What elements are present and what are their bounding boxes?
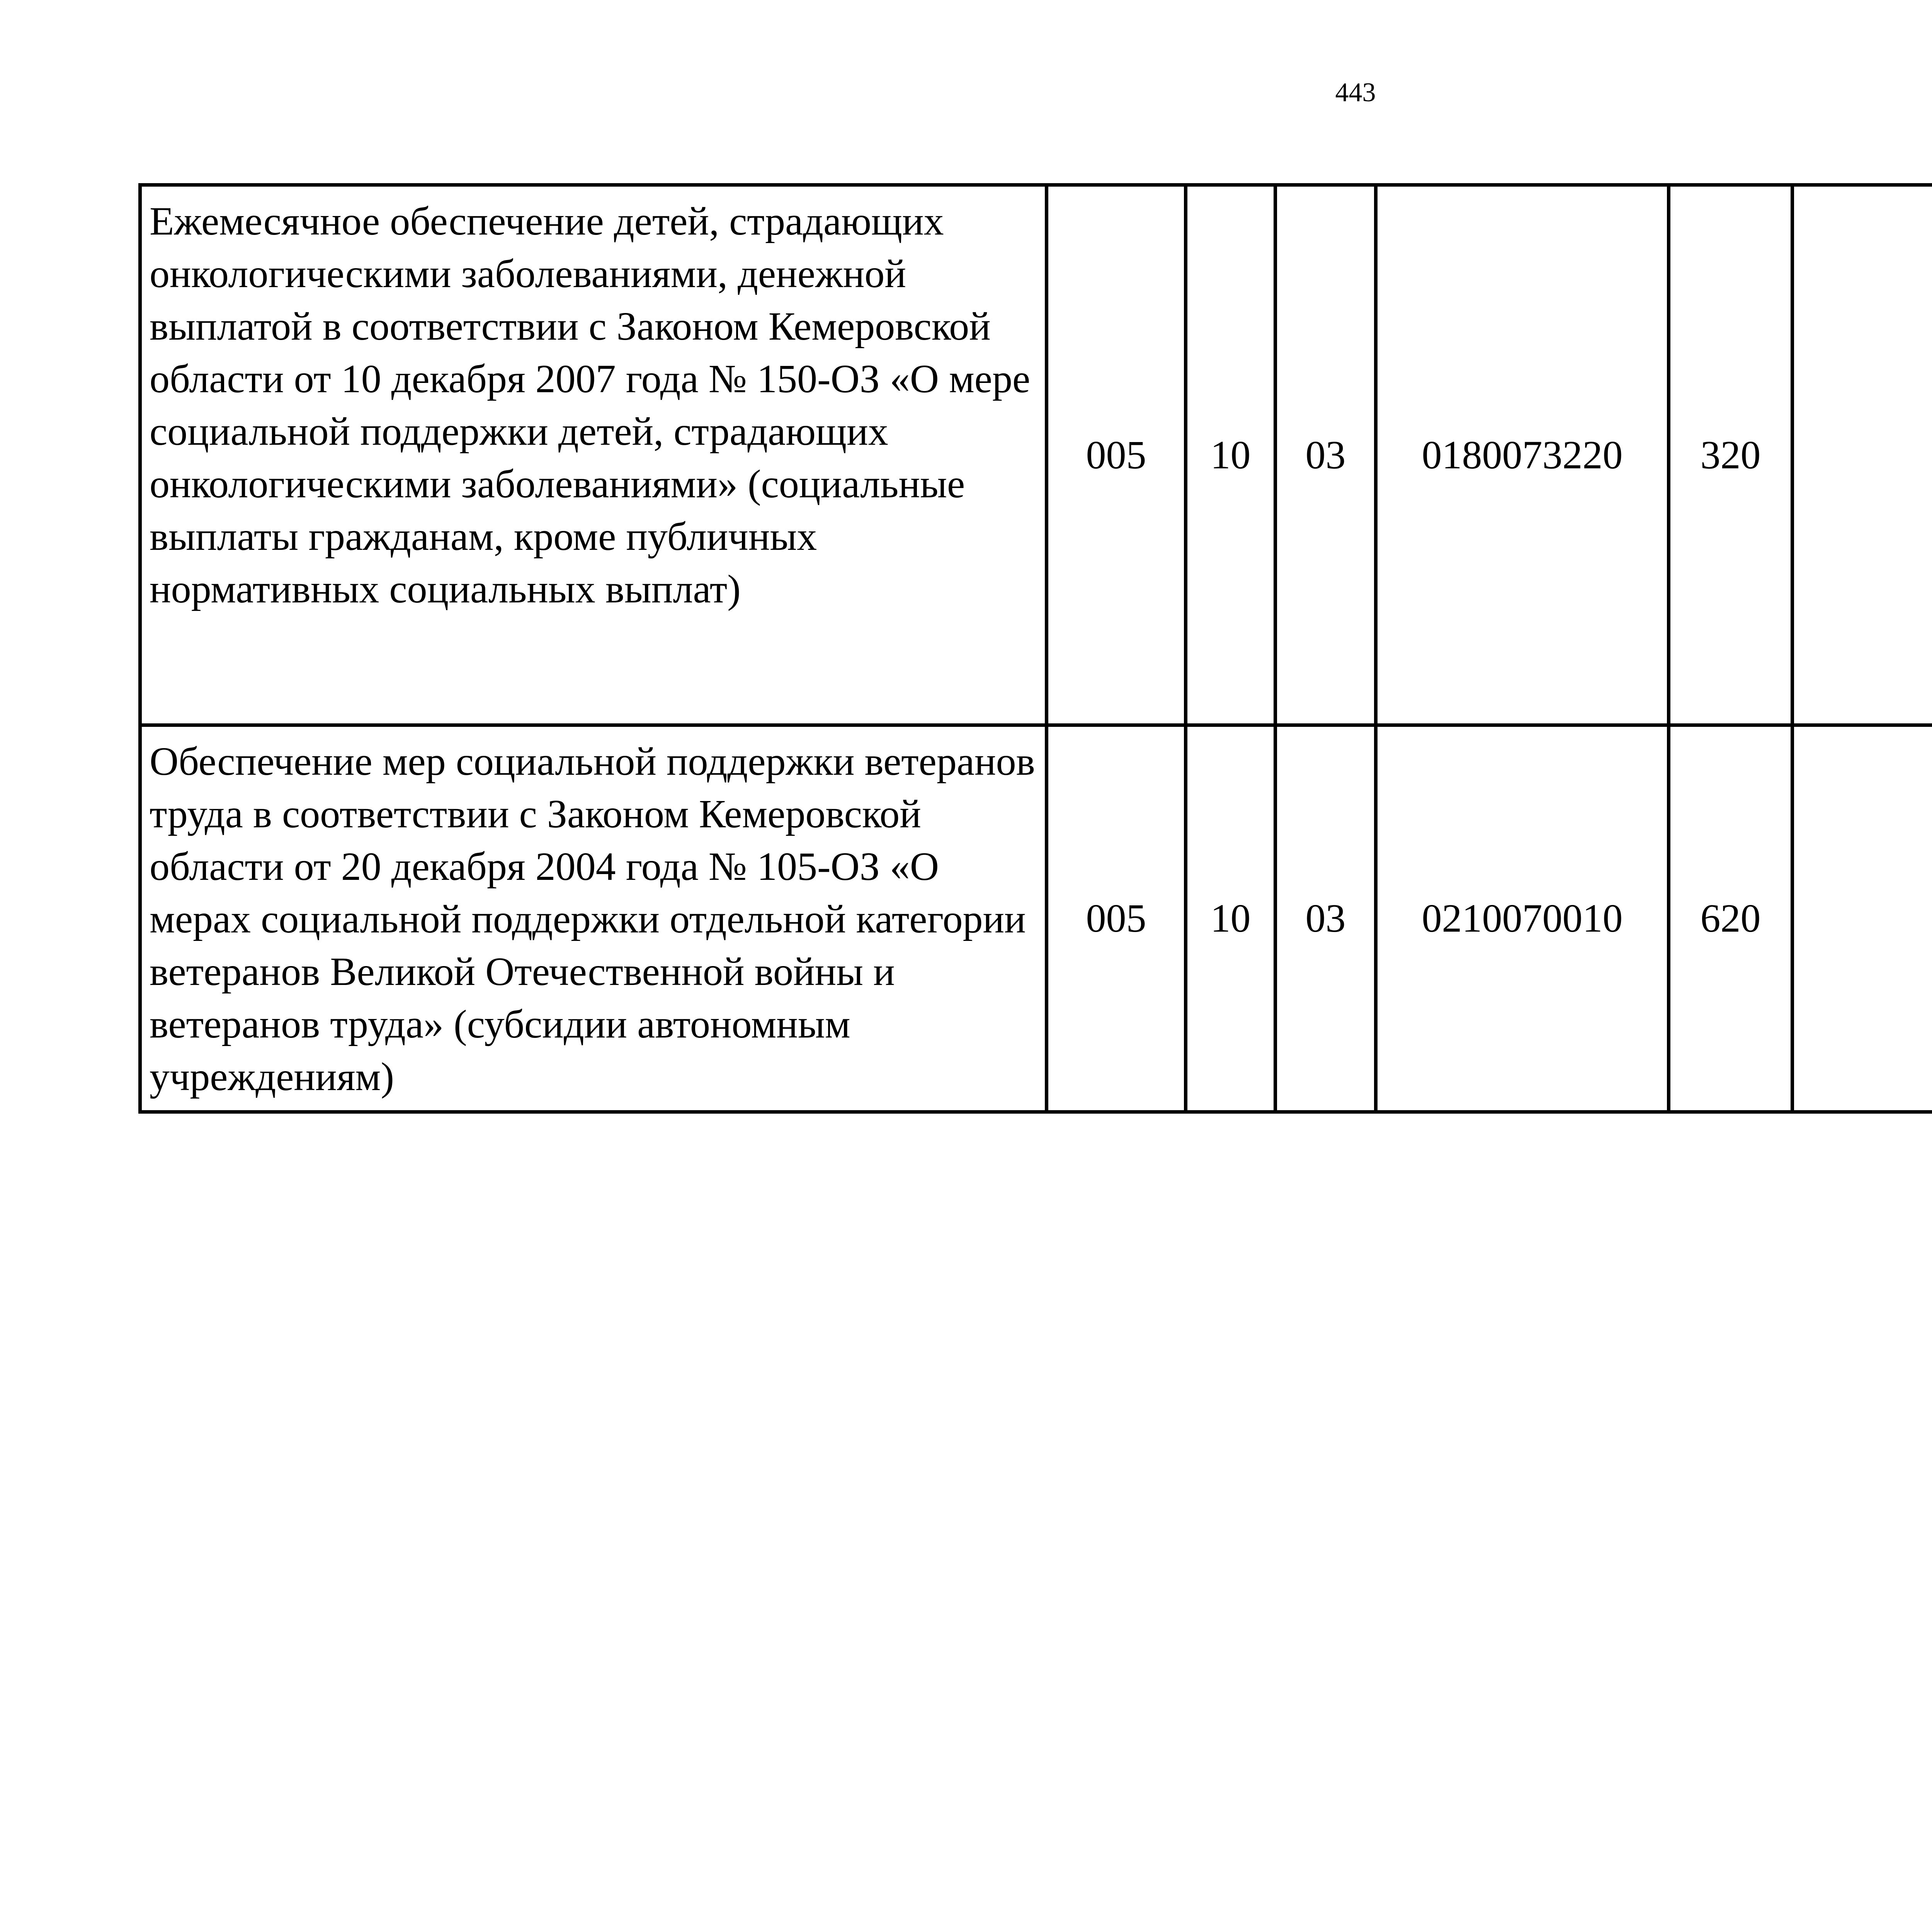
row-description: Ежемесячное обеспечение детей, страдающих онкологическими заболеваниями, денежной выплатой в соответствии с Законом Кемеровской области от 10 декабря 2007 года № 150-ОЗ «О мере социальной поддержки детей, страдающих онкологическими заболеваниями» (социальные выплаты гражданам, кроме публичных нормативных социальных выплат) (140, 185, 1047, 725)
ministry-code: 005 (1047, 185, 1186, 725)
target-article-code: 0210070010 (1376, 725, 1669, 1112)
target-article-code: 0180073220 (1376, 185, 1669, 725)
expense-type-code: 320 (1669, 185, 1793, 725)
ministry-code: 005 (1047, 725, 1186, 1112)
subsection-code: 03 (1276, 725, 1376, 1112)
amount-cell-1 (1793, 725, 1932, 1112)
page-number: 443 (1335, 78, 1376, 107)
table-row (140, 725, 1932, 1112)
section-code: 10 (1186, 725, 1276, 1112)
budget-table (138, 183, 1932, 1114)
row-description: Обеспечение мер социальной поддержки ветеранов труда в соответствии с Законом Кемеровской области от 20 декабря 2004 года № 105-ОЗ «О мерах социальной поддержки отдельной категории ветеранов Великой Отечественной войны и ветеранов труда» (субсидии автономным учреждениям) (140, 725, 1047, 1112)
subsection-code: 03 (1276, 185, 1376, 725)
expense-type-code: 620 (1669, 725, 1793, 1112)
section-code: 10 (1186, 185, 1276, 725)
amount-cell-1 (1793, 185, 1932, 725)
table-row (140, 185, 1932, 725)
